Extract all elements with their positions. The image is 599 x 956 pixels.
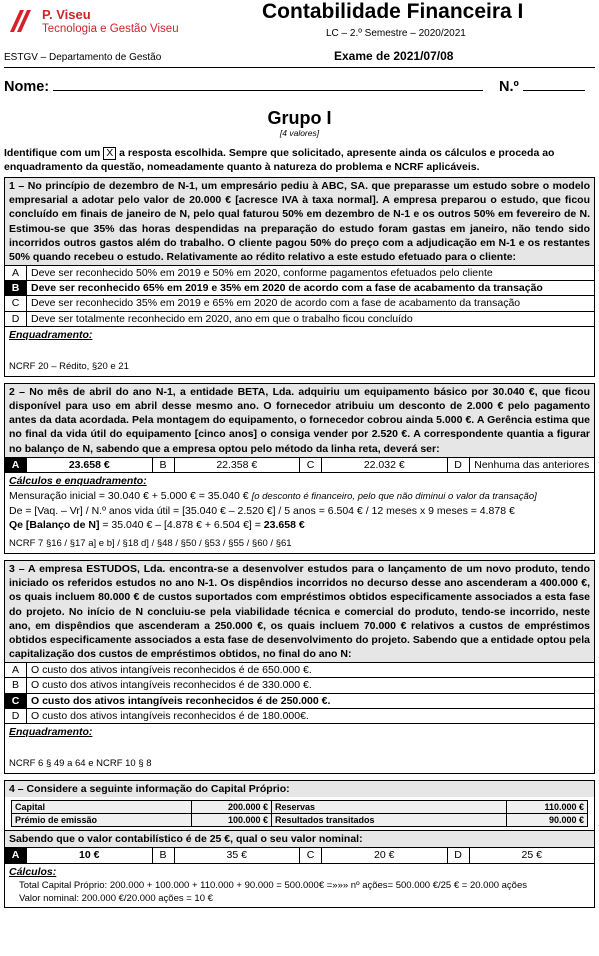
question-2 bbox=[4, 383, 595, 554]
q3-option-c-selected[interactable] bbox=[5, 694, 594, 709]
question-2-text: 2 – No mês de abril do ano N-1, a entidade BETA, Lda. adquiriu um equipamento básico por 30.040 €, que ficou disponível para uso em abril desse mesmo ano. O fornecedor atribuiu um desconto de 2.000 € pelo pagamento antes da data acordada. Pela montagem do equipamento, o fornecedor cobrou ainda 5.000 €. A Gerência estima que no final da vida útil do equipamento [cinco anos] o consiga vender por 2.520 €. A correspondente quantia a figurar no balanço de N, sabendo que a empresa optou pelo método da linha reta, deverá ser: bbox=[5, 384, 594, 458]
name-field[interactable] bbox=[4, 78, 483, 98]
logo-icon bbox=[8, 8, 34, 34]
number-label: N.º bbox=[499, 79, 519, 95]
group-title: Grupo I bbox=[267, 108, 332, 128]
q4-options bbox=[5, 848, 594, 863]
option-text: O custo dos ativos intangíveis reconhecidos é de 650.000 €. bbox=[31, 664, 312, 677]
q2-option-a-letter[interactable]: A bbox=[5, 458, 27, 472]
q2-option-d-value[interactable]: Nenhuma das anteriores bbox=[474, 458, 590, 471]
q4-option-b-letter[interactable]: B bbox=[153, 848, 175, 862]
q3-enquadramento-label: Enquadramento: bbox=[9, 725, 93, 738]
question-1 bbox=[4, 177, 595, 377]
option-letter: B bbox=[5, 678, 27, 692]
q2-option-a-value[interactable]: 23.658 € bbox=[27, 458, 153, 472]
logo-subtitle: Tecnologia e Gestão Viseu bbox=[42, 23, 179, 35]
calc-text: = 35.040 € – [4.878 € + 6.504 €] = bbox=[102, 519, 261, 531]
number-field[interactable] bbox=[499, 78, 585, 98]
instructions bbox=[4, 146, 595, 174]
option-text: Deve ser totalmente reconhecido em 2020, ano em que o trabalho ficou concluído bbox=[31, 312, 413, 325]
q2-options bbox=[5, 458, 594, 473]
group-points: [4 valores] bbox=[279, 128, 320, 139]
q2-calc-line-2: De = [Vaq. – Vr] / N.º anos vida útil = [35.040 € – 2.520 €] / 5 anos = 6.504 € / 12 meses x 9 meses = 4.878 € bbox=[9, 504, 515, 517]
table-cell: 90.000 € bbox=[548, 815, 584, 826]
q4-option-c-letter[interactable]: C bbox=[300, 848, 322, 862]
q4-option-b-value[interactable]: 35 € bbox=[175, 848, 301, 862]
table-cell: Reservas bbox=[272, 801, 507, 813]
q4-calc-line-2: Valor nominal: 200.000 €/20.000 ações = 10 € bbox=[19, 892, 213, 904]
question-4 bbox=[4, 780, 595, 909]
q4-option-d-letter[interactable]: D bbox=[448, 848, 470, 862]
q2-calc-line-3 bbox=[5, 518, 594, 532]
q4-option-a-letter[interactable]: A bbox=[5, 848, 27, 862]
question-4-prompt: Sabendo que o valor contabilístico é de 25 €, qual o seu valor nominal: bbox=[5, 830, 594, 848]
exam-date: Exame de 2021/07/08 bbox=[334, 49, 454, 63]
table-cell: Capital bbox=[12, 801, 192, 813]
name-line bbox=[53, 79, 483, 91]
q4-calc-line-1: Total Capital Próprio: 200.000 + 100.000 + 110.000 + 90.000 = 500.000€ =»»» nº ações= 500.000 €/25 € = 20.000 ações bbox=[19, 879, 527, 891]
q3-option-d[interactable] bbox=[5, 709, 594, 724]
q2-option-b-value[interactable]: 22.358 € bbox=[175, 458, 301, 472]
department: ESTGV – Departamento de Gestão bbox=[4, 52, 162, 63]
semester-subtitle: LC – 2.º Semestre – 2020/2021 bbox=[326, 28, 466, 39]
q4-option-c-value[interactable]: 20 € bbox=[322, 848, 448, 862]
q1-option-a[interactable] bbox=[5, 266, 594, 281]
q1-enquadramento-label: Enquadramento: bbox=[9, 328, 93, 341]
option-letter: B bbox=[5, 281, 27, 295]
q2-calc-label: Cálculos e enquadramento: bbox=[9, 474, 147, 487]
q2-option-d-letter[interactable]: D bbox=[448, 458, 470, 472]
equity-table bbox=[11, 800, 588, 827]
answer-space bbox=[5, 740, 594, 758]
question-1-text: 1 – No princípio de dezembro de N-1, um empresário pediu à ABC, SA. que preparasse um estudo sobre o modelo empresarial a adotar pelo valor de 20.000 € [acresce IVA à taxa normal]. A empresa preparou o estudo, que ficou concluído em finais de janeiro de N, pelo qual faturou 50% em dezembro de N-1 e os outros 50% em fevereiro de N. Estimou-se que 35% das horas despendidas na preparação do estudo foram gastas em janeiro, não tendo sido incorridos outros gastos além do trabalho. O cliente pagou 50% do preço com a adjudicação em N-1 e os restantes 50% quando recebeu o estudo. Relativamente ao rédito relativo a este estudo efetuado para o cliente: bbox=[5, 178, 594, 266]
table-cell: 200.000 € bbox=[192, 801, 272, 813]
page-title: Contabilidade Financeira I bbox=[262, 0, 524, 23]
q4-option-a-value[interactable]: 10 € bbox=[27, 848, 153, 862]
q1-option-d[interactable] bbox=[5, 312, 594, 327]
q1-reference: NCRF 20 – Rédito, §20 e 21 bbox=[9, 361, 129, 372]
student-info-row bbox=[4, 74, 595, 104]
q2-option-b-letter[interactable]: B bbox=[153, 458, 175, 472]
question-3-text: 3 – A empresa ESTUDOS, Lda. encontra-se a desenvolver estudos para o lançamento de um novo produto, tendo iniciado os referidos estudos no ano N-1. Os dispêndios incorridos no decurso desse ano ascenderam a 400.000 €, os quais incluem 80.000 € de custos suportados com empréstimos obtidos especificamente associados a esta fase do projeto. No início de N concluiu-se pela viabilidade técnica e comercial do produto, tendo-se incorrido, neste ano, em dispêndios que ascenderam a 250.000 €, os quais incluem 70.000 € relativos a custos de empréstimos obtidos especificamente associados a esta fase de desenvolvimento do projeto. Sabendo que a entidade optou pela capitalização dos custos de empréstimos obtidos, no final do ano N: bbox=[5, 561, 594, 663]
table-cell: Resultados transitados bbox=[272, 814, 507, 826]
q2-option-c-value[interactable]: 22.032 € bbox=[322, 458, 448, 472]
answer-space bbox=[5, 343, 594, 361]
name-label: Nome: bbox=[4, 79, 50, 95]
table-cell: 110.000 € bbox=[544, 802, 584, 813]
calc-label: Qe [Balanço de N] bbox=[9, 519, 100, 531]
q2-option-c-letter[interactable]: C bbox=[300, 458, 322, 472]
calc-result: 23.658 € bbox=[263, 519, 305, 531]
q3-option-a[interactable] bbox=[5, 663, 594, 678]
number-line bbox=[523, 79, 585, 91]
logo-name: P. Viseu bbox=[42, 7, 91, 22]
table-row bbox=[12, 814, 587, 826]
option-letter: D bbox=[5, 312, 27, 326]
q1-option-c[interactable] bbox=[5, 296, 594, 311]
question-3 bbox=[4, 560, 595, 774]
department-row bbox=[4, 48, 595, 68]
option-letter: C bbox=[5, 694, 27, 708]
option-letter: D bbox=[5, 709, 27, 723]
logo bbox=[8, 6, 208, 40]
q2-calc-line-1 bbox=[5, 489, 594, 504]
q3-reference: NCRF 6 § 49 a 64 e NCRF 10 § 8 bbox=[9, 758, 152, 770]
option-text: Deve ser reconhecido 35% em 2019 e 65% em 2020 de acordo com a fase de acabamento da transação bbox=[31, 297, 521, 310]
instruction-post: a resposta escolhida. Sempre que solicitado, apresente ainda os cálculos e proceda ao enquadramento da questão, nomeadamente quanto à natureza do problema e NCRF aplicáveis. bbox=[4, 146, 555, 173]
table-cell: Prémio de emissão bbox=[12, 814, 192, 826]
header bbox=[4, 0, 595, 48]
option-text: O custo dos ativos intangíveis reconhecidos é de 330.000 €. bbox=[31, 679, 312, 692]
option-text: Deve ser reconhecido 50% em 2019 e 50% em 2020, conforme pagamentos efetuados pelo cliente bbox=[31, 267, 493, 280]
option-letter: C bbox=[5, 296, 27, 310]
option-text: O custo dos ativos intangíveis reconhecidos é de 180.000€. bbox=[31, 709, 309, 722]
q3-option-b[interactable] bbox=[5, 678, 594, 693]
q4-option-d-value[interactable]: 25 € bbox=[521, 849, 542, 862]
calc-text: Mensuração inicial = 30.040 € + 5.000 € = 35.040 € bbox=[9, 490, 249, 503]
option-letter: A bbox=[5, 266, 27, 280]
instruction-pre: Identifique com um bbox=[4, 146, 101, 159]
option-text: Deve ser reconhecido 65% em 2019 e 35% em 2020 de acordo com a fase de acabamento da transação bbox=[31, 282, 543, 295]
q4-calc-label: Cálculos: bbox=[9, 865, 57, 878]
q2-reference: NCRF 7 §16 / §17 a] e b] / §18 d] / §48 / §50 / §53 / §55 / §60 / §61 bbox=[9, 538, 292, 550]
table-cell: 100.000 € bbox=[192, 814, 272, 826]
x-mark-icon: X bbox=[103, 147, 116, 160]
table-row bbox=[12, 801, 587, 814]
q1-option-b-selected[interactable] bbox=[5, 281, 594, 296]
option-text: O custo dos ativos intangíveis reconhecidos é de 250.000 €. bbox=[31, 694, 331, 707]
calc-note: [o desconto é financeiro, pelo que não diminui o valor da transação] bbox=[251, 491, 537, 503]
question-4-text: 4 – Considere a seguinte informação do Capital Próprio: bbox=[5, 781, 594, 797]
option-letter: A bbox=[5, 663, 27, 677]
